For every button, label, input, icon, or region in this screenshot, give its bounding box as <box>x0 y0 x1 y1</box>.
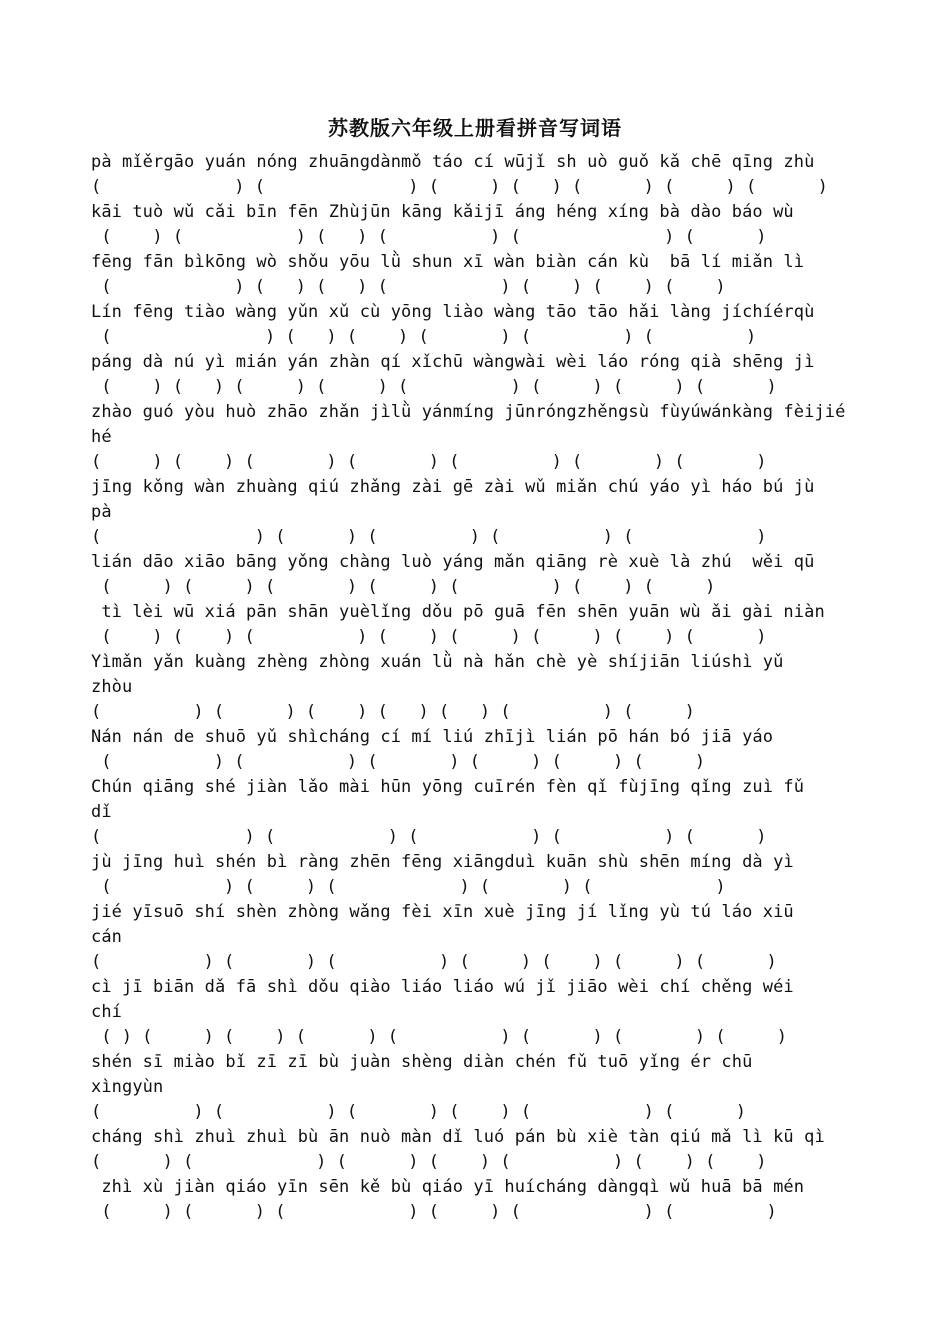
pinyin-line: tì lèi wū xiá pān shān yuèlǐng dǒu pō guā fēn shēn yuān wù ǎi gài niàn <box>91 602 825 622</box>
pinyin-line: Chún qiāng shé jiàn lǎo mài hūn yōng cuīrén fèn qǐ fùjīng qǐng zuì fǔ <box>91 777 805 797</box>
answer-blanks-line[interactable]: ( ) ( ) ( ) ( ) ( ) ( ) ( ) <box>91 952 777 972</box>
answer-blanks-line[interactable]: ( ) ( ) ( ) ( ) ( ) ( ) ( ) <box>91 702 695 722</box>
answer-blanks-line[interactable]: ( ) ( ) ( ) ( ) ( ) <box>91 527 767 547</box>
answer-blanks-line[interactable]: ( ) ( ) ( ) ( ) ( ) ( ) ( ) <box>91 1152 767 1172</box>
pinyin-line: kāi tuò wǔ cǎi bīn fēn Zhùjūn kāng kǎijī áng héng xíng bà dào báo wù <box>91 202 794 222</box>
pinyin-line: zhào guó yòu huò zhāo zhǎn jìlǜ yánmíng jūnróngzhěngsù fùyúwánkàng fèijié <box>91 402 846 422</box>
pinyin-line: zhòu <box>91 677 133 697</box>
pinyin-line: lián dāo xiāo bāng yǒng chàng luò yáng mǎn qiāng rè xuè là zhú wěi qū <box>91 552 815 572</box>
pinyin-line: zhì xù jiàn qiáo yīn sēn kě bù qiáo yī huícháng dàngqì wǔ huā bā mén <box>91 1177 805 1197</box>
pinyin-line: dǐ <box>91 802 112 822</box>
pinyin-line: Lín fēng tiào wàng yǔn xǔ cù yōng liào wàng tāo tāo hǎi làng jíchíérqù <box>91 302 815 322</box>
pinyin-line: chí <box>91 1002 123 1022</box>
pinyin-line: jīng kǒng wàn zhuàng qiú zhǎng zài gē zài wǔ miǎn chú yáo yì háo bú jù <box>91 477 815 497</box>
pinyin-line: xìngyùn <box>91 1077 164 1097</box>
page-title: 苏教版六年级上册看拼音写词语 <box>328 116 622 140</box>
answer-blanks-line[interactable]: ( ) ( ) ( ) ( ) ( ) ( ) ( ) ( ) <box>91 377 777 397</box>
pinyin-line: Yìmǎn yǎn kuàng zhèng zhòng xuán lǜ nà hǎn chè yè shíjiān liúshì yǔ <box>91 652 784 672</box>
pinyin-line: Nán nán de shuō yǔ shìcháng cí mí liú zhījì lián pō hán bó jiā yáo <box>91 727 774 747</box>
pinyin-line: fēng fān bìkōng wò shǒu yōu lǜ shun xī wàn biàn cán kù bā lí miǎn lì <box>91 252 805 272</box>
answer-blanks-line[interactable]: ( ) ( ) ( ) ( ) ( ) ( ) ( ) <box>91 452 767 472</box>
answer-blanks-line[interactable]: ( ) ( ) ( ) ( ) ( ) ( ) ( ) <box>91 277 726 297</box>
answer-blanks-line[interactable]: ( ) ( ) ( ) ( ) ( ) ( ) <box>91 327 757 347</box>
pinyin-line: pà mǐěrgāo yuán nóng zhuāngdànmǒ táo cí wūjǐ sh uò guǒ kǎ chē qīng zhù <box>91 152 815 172</box>
pinyin-line: cán <box>91 927 123 947</box>
pinyin-line: jù jīng huì shén bì ràng zhēn fēng xiāngduì kuān shù shēn míng dà yì <box>91 852 794 872</box>
answer-blanks-line[interactable]: ( ) ( ) ( ) ( ) ( ) ( ) <box>91 1202 777 1222</box>
answer-blanks-line[interactable]: ( ) ( ) ( ) ( ) ( ) ( ) ( ) <box>91 177 828 197</box>
pinyin-line: pà <box>91 502 112 522</box>
pinyin-line: jié yīsuō shí shèn zhòng wǎng fèi xīn xuè jīng jí lǐng yù tú láo xiū <box>91 902 794 922</box>
answer-blanks-line[interactable]: ( ) ( ) ( ) ( ) ( ) ( ) ( ) ( ) <box>91 1027 787 1047</box>
answer-blanks-line[interactable]: ( ) ( ) ( ) ( ) ( ) ( ) <box>91 1102 747 1122</box>
pinyin-line: cì jī biān dǎ fā shì dǒu qiào liáo liáo wú jǐ jiāo wèi chí chěng wéi <box>91 977 794 997</box>
answer-blanks-line[interactable]: ( ) ( ) ( ) ( ) ( ) ( ) ( ) <box>91 577 716 597</box>
pinyin-line: páng dà nú yì mián yán zhàn qí xǐchū wàngwài wèi láo róng qià shēng jì <box>91 352 815 372</box>
pinyin-line: hé <box>91 427 112 447</box>
worksheet-body <box>91 150 863 1225</box>
pinyin-line: cháng shì zhuì zhuì bù ān nuò màn dǐ luó pán bù xiè tàn qiú mǎ lì kū qì <box>91 1127 825 1147</box>
pinyin-line: shén sī miào bǐ zī zī bù juàn shèng diàn chén fǔ tuō yǐng ér chū <box>91 1052 753 1072</box>
answer-blanks-line[interactable]: ( ) ( ) ( ) ( ) ( ) ( ) <box>91 752 706 772</box>
answer-blanks-line[interactable]: ( ) ( ) ( ) ( ) ( ) ( ) <box>91 227 767 247</box>
answer-blanks-line[interactable]: ( ) ( ) ( ) ( ) ( ) ( ) ( ) ( ) <box>91 627 767 647</box>
answer-blanks-line[interactable]: ( ) ( ) ( ) ( ) ( ) <box>91 827 767 847</box>
answer-blanks-line[interactable]: ( ) ( ) ( ) ( ) ( ) <box>91 877 726 897</box>
